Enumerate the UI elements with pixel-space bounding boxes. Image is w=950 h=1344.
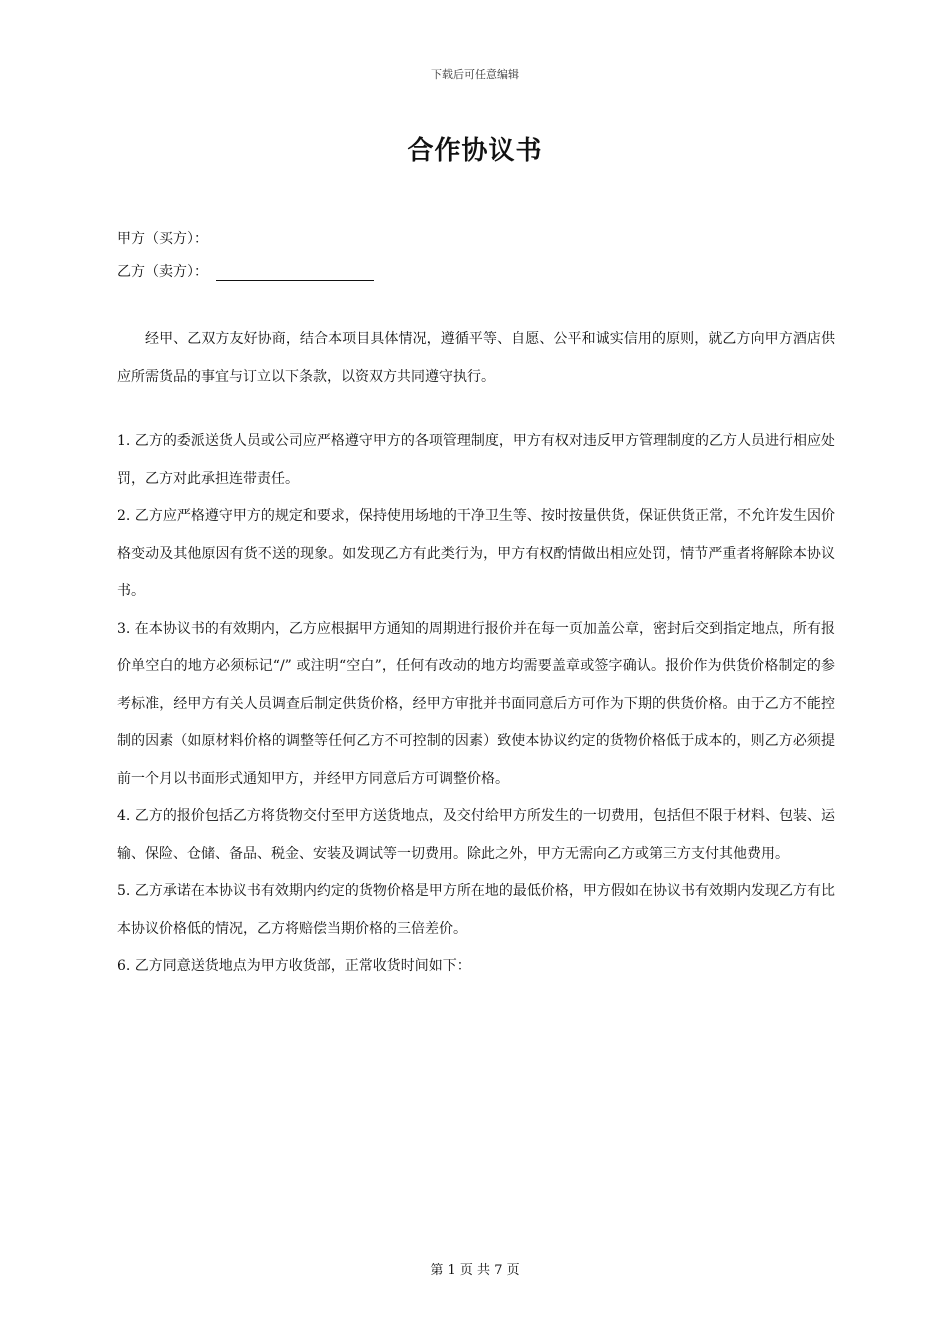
clause-1: 1. 乙方的委派送货人员或公司应严格遵守甲方的各项管理制度，甲方有权对违反甲方管理制度的乙方人员进行相应处罚，乙方对此承担连带责任。 [117, 433, 835, 487]
clause-2: 2. 乙方应严格遵守甲方的规定和要求，保持使用场地的干净卫生等、按时按量供货，保证供货正常，不允许发生因价格变动及其他原因有货不送的现象。如发现乙方有此类行为，甲方有权酌情做出相应处罚，情节严重者将解除本协议书。 [117, 508, 835, 599]
document-title: 合作协议书 [407, 136, 543, 166]
clause-6: 6. 乙方同意送货地点为甲方收货部，正常收货时间如下： [117, 958, 471, 974]
party-b-blank [216, 266, 374, 281]
party-b-line [117, 261, 374, 281]
party-a-label: 甲方（买方）： [117, 231, 208, 247]
clause-list [117, 423, 835, 986]
page-footer: 第 1 页 共 7 页 [430, 1263, 520, 1278]
intro-paragraph: 经甲、乙双方友好协商，结合本项目具体情况，遵循平等、自愿、公平和诚实信用的原则，就乙方向甲方酒店供应所需货品的事宜与订立以下条款，以资双方共同遵守执行。 [117, 331, 835, 385]
header-note: 下载后可任意编辑 [431, 68, 519, 81]
clause-4: 4. 乙方的报价包括乙方将货物交付至甲方送货地点，及交付给甲方所发生的一切费用，包括但不限于材料、包装、运输、保险、仓储、备品、税金、安装及调试等一切费用。除此之外，甲方无需向乙方或第三方支付其他费用。 [117, 808, 835, 862]
clause-5: 5. 乙方承诺在本协议书有效期内约定的货物价格是甲方所在地的最低价格，甲方假如在协议书有效期内发现乙方有比本协议价格低的情况，乙方将赔偿当期价格的三倍差价。 [117, 883, 835, 937]
party-a-line [117, 228, 208, 248]
party-b-label: 乙方（卖方）： [117, 264, 208, 280]
clause-3: 3. 在本协议书的有效期内，乙方应根据甲方通知的周期进行报价并在每一页加盖公章，密封后交到指定地点，所有报价单空白的地方必须标记“/” 或注明“空白”，任何有改动的地方均需要盖章或签字确认。报价作为供货价格制定的参考标准，经甲方有关人员调查后制定供货价格，经甲方审批并书面同意后方可作为下期的供货价格。由于乙方不能控制的因素（如原材料价格的调整等任何乙方不可控制的因素）致使本协议约定的货物价格低于成本的，则乙方必须提前一个月以书面形式通知甲方，并经甲方同意后方可调整价格。 [117, 620, 835, 787]
